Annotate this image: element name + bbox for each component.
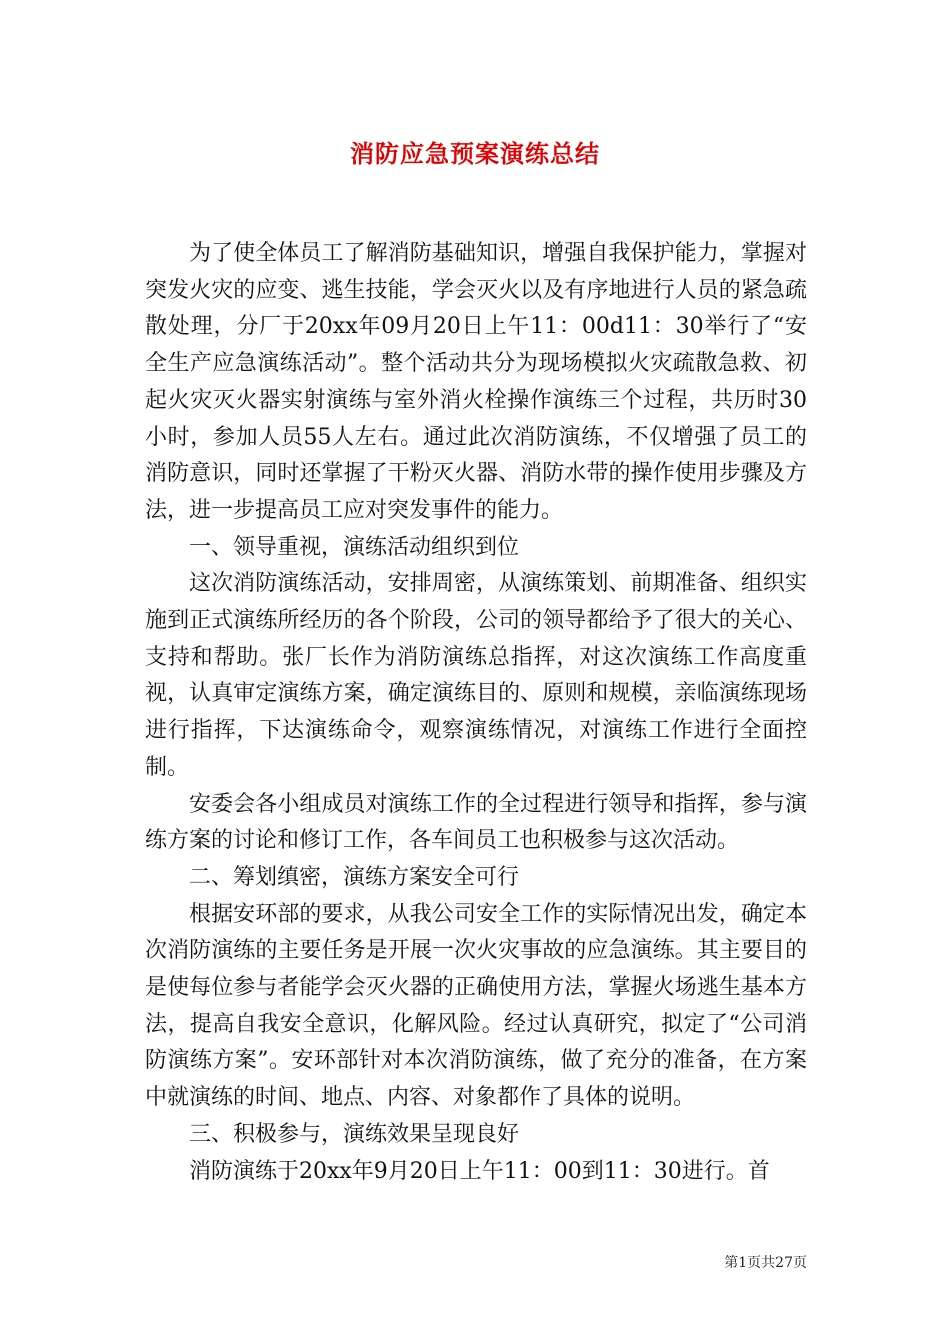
- page-number: 第1页共27页: [724, 1255, 807, 1271]
- document-body: [145, 236, 807, 1190]
- section-heading-2: 二、筹划缜密，演练方案安全可行: [189, 864, 520, 890]
- document-title: 消防应急预案演练总结: [350, 140, 600, 168]
- section-1-paragraph-2: 安委会各小组成员对演练工作的全过程进行领导和指挥，参与演练方案的讨论和修订工作，各车间员工也积极参与这次活动。: [145, 791, 807, 854]
- section-1-paragraph-1: 这次消防演练活动，安排周密，从演练策划、前期准备、组织实施到正式演练所经历的各个阶段，公司的领导都给予了很大的关心、支持和帮助。张厂长作为消防演练总指挥，对这次演练工作高度重视，认真审定演练方案，确定演练目的、原则和规模，亲临演练现场进行指挥，下达演练命令，观察演练情况，对演练工作进行全面控制。: [145, 571, 807, 780]
- section-3-paragraph-1: 消防演练于20xx年9月20日上午11：00到11：30进行。首: [189, 1158, 770, 1184]
- section-2-paragraph-1: 根据安环部的要求，从我公司安全工作的实际情况出发，确定本次消防演练的主要任务是开展一次火灾事故的应急演练。其主要目的是使每位参与者能学会灭火器的正确使用方法，掌握火场逃生基本方法，提高自我安全意识，化解风险。经过认真研究，拟定了“公司消防演练方案”。安环部针对本次消防演练，做了充分的准备，在方案中就演练的时间、地点、内容、对象都作了具体的说明。: [145, 901, 807, 1111]
- intro-paragraph: 为了使全体员工了解消防基础知识，增强自我保护能力，掌握对突发火灾的应变、逃生技能，学会灭火以及有序地进行人员的紧急疏散处理，分厂于20xx年09月20日上午11：00d11：30举行了“安全生产应急演练活动”。整个活动共分为现场模拟火灾疏散急救、初起火灾灭火器实射演练与室外消火栓操作演练三个过程，共历时30小时，参加人员55人左右。通过此次消防演练，不仅增强了员工的消防意识，同时还掌握了干粉灭火器、消防水带的操作使用步骤及方法，进一步提高员工应对突发事件的能力。: [145, 241, 807, 523]
- section-heading-1: 一、领导重视，演练活动组织到位: [189, 534, 520, 560]
- section-heading-3: 三、积极参与，演练效果呈现良好: [189, 1121, 520, 1147]
